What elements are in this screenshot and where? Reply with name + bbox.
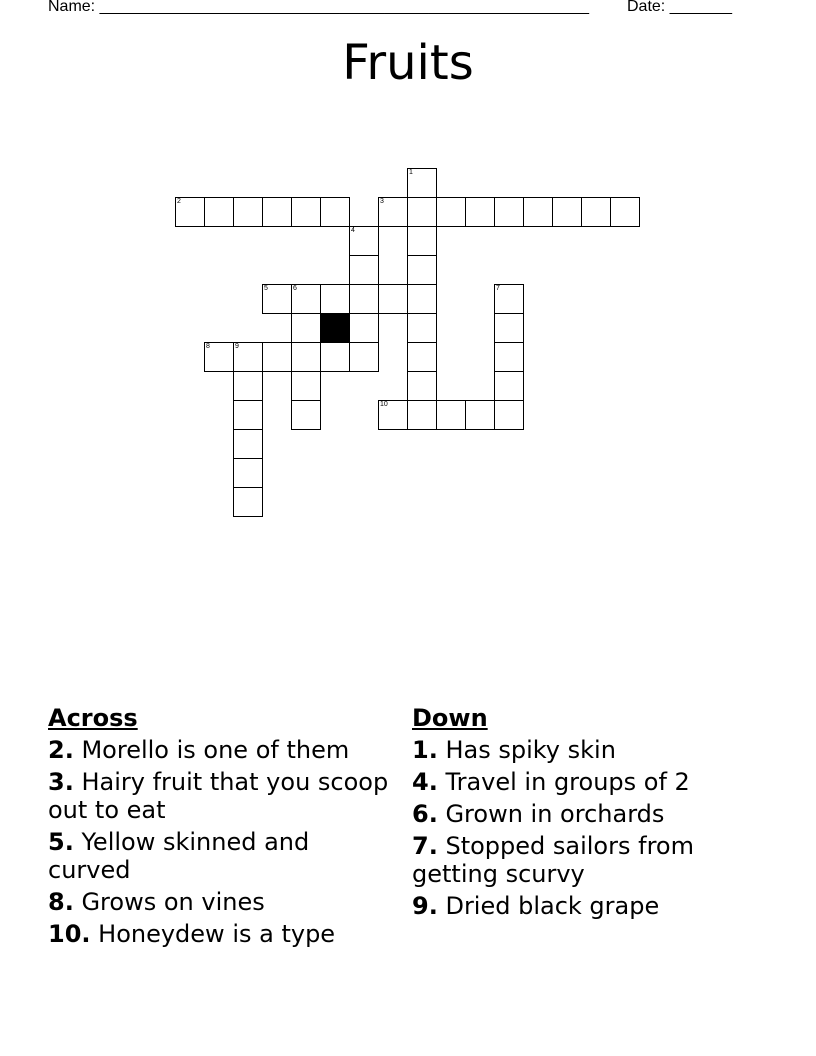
grid-cell[interactable] <box>320 342 350 372</box>
cell-number: 6 <box>293 285 297 292</box>
grid-cell[interactable] <box>494 400 524 430</box>
grid-cell[interactable] <box>233 458 263 488</box>
clue-across-5 <box>48 828 398 884</box>
grid-cell[interactable] <box>407 168 437 198</box>
clue-text: Stopped sailors from getting scurvy <box>412 832 694 888</box>
clue-number: 4. <box>412 768 438 796</box>
clue-text: Honeydew is a type <box>90 920 336 948</box>
grid-block <box>320 313 350 343</box>
clue-number: 10. <box>48 920 91 948</box>
grid-cell[interactable] <box>349 342 379 372</box>
grid-cell[interactable] <box>407 342 437 372</box>
clue-number: 5. <box>48 828 74 856</box>
grid-cell[interactable] <box>262 284 292 314</box>
cell-number: 10 <box>380 401 388 408</box>
grid-cell[interactable] <box>349 255 379 285</box>
clue-text: Grown in orchards <box>437 800 665 828</box>
grid-cell[interactable] <box>291 342 321 372</box>
clue-across-10 <box>48 920 398 948</box>
grid-cell[interactable] <box>233 487 263 517</box>
grid-cell[interactable] <box>349 313 379 343</box>
grid-cell[interactable] <box>233 400 263 430</box>
grid-cell[interactable] <box>291 313 321 343</box>
down-clues <box>412 702 752 920</box>
grid-cell[interactable] <box>465 197 495 227</box>
grid-cell[interactable] <box>581 197 611 227</box>
clue-down-1 <box>412 736 752 764</box>
grid-cell[interactable] <box>407 313 437 343</box>
name-field-line: Name: _______________________________________________________ <box>48 0 589 15</box>
grid-cell[interactable] <box>233 371 263 401</box>
grid-cell[interactable] <box>349 226 379 256</box>
clue-across-8 <box>48 888 398 916</box>
grid-cell[interactable] <box>494 342 524 372</box>
grid-cell[interactable] <box>204 342 234 372</box>
cell-number: 2 <box>177 198 181 205</box>
grid-cell[interactable] <box>494 197 524 227</box>
clue-across-2 <box>48 736 398 764</box>
clue-number: 8. <box>48 888 74 916</box>
clue-text: Dried black grape <box>437 892 660 920</box>
clue-text: Yellow skinned and curved <box>48 828 310 884</box>
grid-cell[interactable] <box>320 284 350 314</box>
date-field-line: Date: _______ <box>627 0 732 15</box>
grid-cell[interactable] <box>407 284 437 314</box>
cell-number: 3 <box>380 198 384 205</box>
grid-cell[interactable] <box>378 284 408 314</box>
grid-cell[interactable] <box>233 342 263 372</box>
grid-cell[interactable] <box>233 197 263 227</box>
cell-number: 4 <box>351 227 355 234</box>
clue-text: Travel in groups of 2 <box>437 768 690 796</box>
clue-text: Grows on vines <box>73 888 265 916</box>
clue-text: Has spiky skin <box>437 736 616 764</box>
grid-cell[interactable] <box>262 342 292 372</box>
grid-cell[interactable] <box>523 197 553 227</box>
grid-cell[interactable] <box>407 400 437 430</box>
clue-number: 7. <box>412 832 438 860</box>
grid-cell[interactable] <box>291 284 321 314</box>
cell-number: 5 <box>264 285 268 292</box>
grid-cell[interactable] <box>175 197 205 227</box>
across-heading: Across <box>48 704 138 732</box>
grid-cell[interactable] <box>407 371 437 401</box>
clue-down-9 <box>412 892 752 920</box>
grid-cell[interactable] <box>494 313 524 343</box>
clue-number: 1. <box>412 736 438 764</box>
down-heading: Down <box>412 704 488 732</box>
cell-number: 8 <box>206 343 210 350</box>
grid-cell[interactable] <box>378 400 408 430</box>
grid-cell[interactable] <box>436 197 466 227</box>
grid-cell[interactable] <box>291 400 321 430</box>
clue-number: 9. <box>412 892 438 920</box>
grid-cell[interactable] <box>610 197 640 227</box>
cell-number: 1 <box>409 169 413 176</box>
grid-cell[interactable] <box>204 197 234 227</box>
puzzle-title: Fruits <box>342 35 474 91</box>
grid-cell[interactable] <box>291 371 321 401</box>
clue-down-6 <box>412 800 752 828</box>
grid-cell[interactable] <box>378 197 408 227</box>
grid-cell[interactable] <box>494 284 524 314</box>
clue-across-3 <box>48 768 398 824</box>
grid-cell[interactable] <box>262 197 292 227</box>
clue-down-7 <box>412 832 752 888</box>
grid-cell[interactable] <box>349 284 379 314</box>
grid-cell[interactable] <box>465 400 495 430</box>
grid-cell[interactable] <box>494 371 524 401</box>
grid-cell[interactable] <box>436 400 466 430</box>
clue-text: Hairy fruit that you scoop out to eat <box>48 768 389 824</box>
grid-cell[interactable] <box>407 197 437 227</box>
across-clues <box>48 702 398 948</box>
grid-cell[interactable] <box>233 429 263 459</box>
grid-cell[interactable] <box>552 197 582 227</box>
clue-down-4 <box>412 768 752 796</box>
cell-number: 9 <box>235 343 239 350</box>
clue-text: Morello is one of them <box>73 736 350 764</box>
clue-number: 3. <box>48 768 74 796</box>
clue-number: 2. <box>48 736 74 764</box>
cell-number: 7 <box>496 285 500 292</box>
grid-cell[interactable] <box>291 197 321 227</box>
grid-cell[interactable] <box>320 197 350 227</box>
grid-cell[interactable] <box>407 226 437 256</box>
clue-number: 6. <box>412 800 438 828</box>
grid-cell[interactable] <box>407 255 437 285</box>
